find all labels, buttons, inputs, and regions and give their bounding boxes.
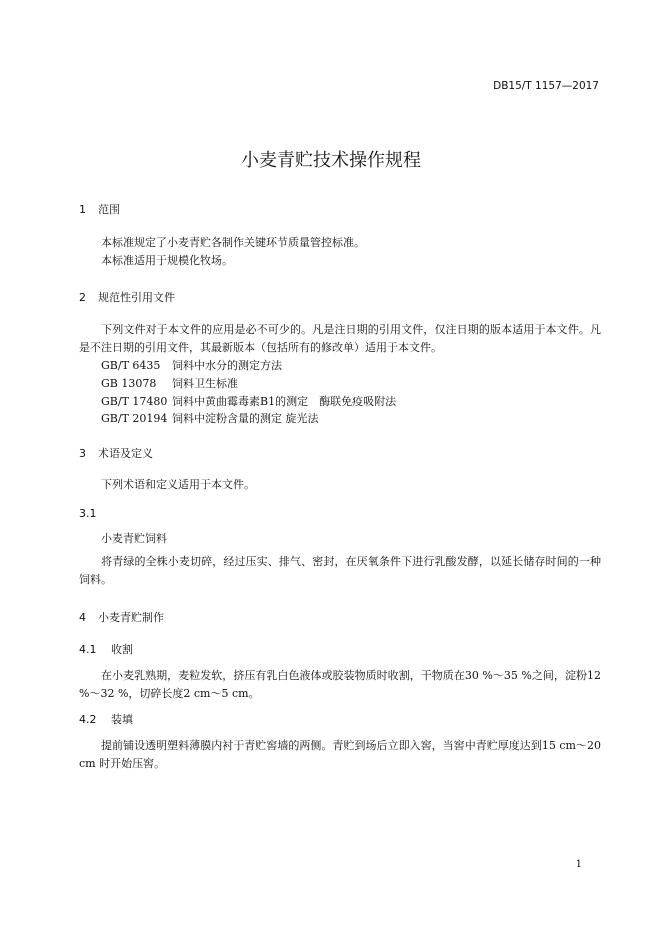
term-name: 小麦青贮饲料 <box>101 532 167 545</box>
reference-item <box>101 375 238 391</box>
reference-code: GB/T 6435 <box>101 359 161 372</box>
subsection-4-2-heading <box>79 711 133 727</box>
reference-name: 饲料中黄曲霉毒素B1的测定 酶联免疫吸附法 <box>172 395 397 408</box>
reference-code: GB/T 17480 <box>101 395 168 408</box>
section-4-heading <box>79 609 164 625</box>
section-2-heading <box>79 289 175 305</box>
section-title: 范围 <box>98 203 120 216</box>
section-title: 术语及定义 <box>98 447 153 460</box>
subsection-number: 4.2 <box>79 713 97 726</box>
paragraph <box>79 553 601 589</box>
section-1-heading <box>79 201 120 217</box>
section-title: 规范性引用文件 <box>98 291 175 304</box>
subsection-number: 4.1 <box>79 643 97 656</box>
section-number: 1 <box>79 203 86 216</box>
reference-item <box>101 393 396 409</box>
paragraph-text: 下列文件对于本文件的应用是必不可少的。凡是注日期的引用文件，仅注日期的版本适用于本文件。凡是不注日期的引用文件，其最新版本（包括所有的修改单）适用于本文件。 <box>79 323 601 354</box>
paragraph <box>79 667 601 703</box>
subsection-number: 3.1 <box>79 507 97 520</box>
subsection-title: 收割 <box>111 643 133 656</box>
document-title: 小麦青贮技术操作规程 <box>241 150 421 171</box>
section-number: 3 <box>79 447 86 460</box>
reference-name: 饲料中淀粉含量的测定 旋光法 <box>172 412 319 425</box>
subsection-4-1-heading <box>79 641 133 657</box>
reference-item <box>101 357 282 373</box>
reference-name: 饲料卫生标准 <box>172 377 238 390</box>
paragraph-text: 将青绿的全株小麦切碎，经过压实、排气、密封，在厌氧条件下进行乳酸发酵，以延长储存时间的一种饲料。 <box>79 555 601 586</box>
page-number: 1 <box>575 859 582 870</box>
paragraph <box>79 737 601 773</box>
paragraph-text: 提前铺设透明塑料薄膜内衬于青贮窖墙的两侧。青贮到场后立即入窖，当窖中青贮厚度达到15 cm～20 cm 时开始压窖。 <box>79 739 601 770</box>
reference-code: GB 13078 <box>101 377 157 390</box>
paragraph: 本标准适用于规模化牧场。 <box>101 254 233 267</box>
document-number: DB15/T 1157—2017 <box>493 80 599 92</box>
section-title: 小麦青贮制作 <box>98 611 164 624</box>
paragraph: 本标准规定了小麦青贮各制作关键环节质量管控标准。 <box>101 236 365 249</box>
reference-code: GB/T 20194 <box>101 412 168 425</box>
section-number: 4 <box>79 611 86 624</box>
section-3-heading <box>79 445 153 461</box>
section-number: 2 <box>79 291 86 304</box>
subsection-title: 装填 <box>111 713 133 726</box>
reference-item <box>101 410 319 426</box>
paragraph <box>79 321 601 357</box>
paragraph: 下列术语和定义适用于本文件。 <box>101 478 255 491</box>
reference-name: 饲料中水分的测定方法 <box>172 359 282 372</box>
paragraph-text: 在小麦乳熟期，麦粒发软，挤压有乳白色液体或胶装物质时收割，干物质在30 %～35 %之间，淀粉12 %～32 %，切碎长度2 cm～5 cm。 <box>79 669 601 700</box>
